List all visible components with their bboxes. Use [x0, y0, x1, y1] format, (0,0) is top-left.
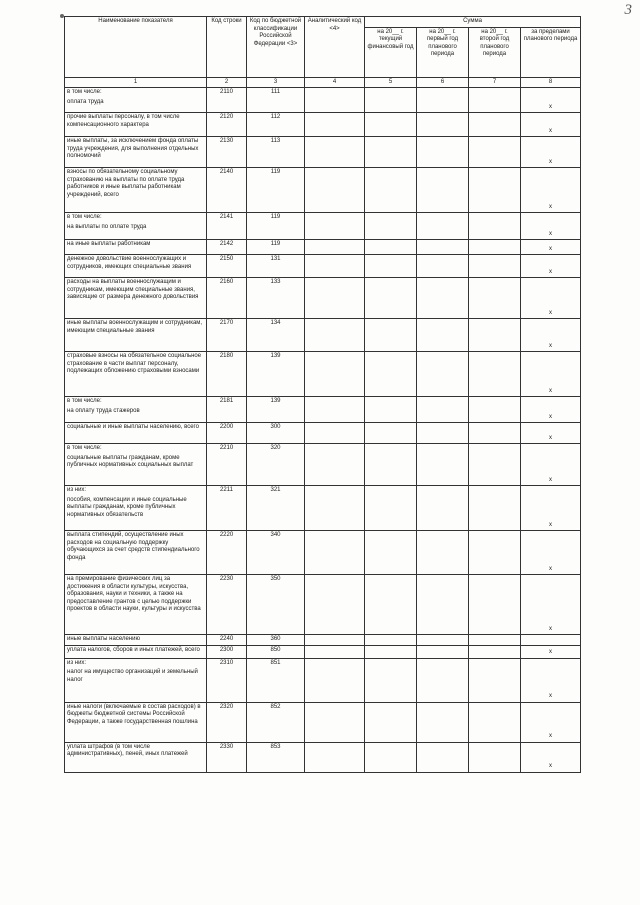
budget-code: 300 — [247, 423, 305, 444]
table-row — [65, 531, 581, 575]
sum-second-plan-year — [469, 278, 521, 319]
header-beyond-plan: за пределами планового периода — [521, 27, 581, 77]
budget-code: 850 — [247, 645, 305, 658]
budget-code: 853 — [247, 742, 305, 772]
table-body — [65, 88, 581, 773]
analytic-code — [305, 486, 365, 531]
indicator-name-line: уплата налогов, сборов и иных платежей, всего — [67, 646, 200, 653]
sum-second-plan-year — [469, 319, 521, 352]
sum-second-plan-year — [469, 168, 521, 213]
sum-current-year — [365, 742, 417, 772]
column-index-5: 5 — [365, 77, 417, 88]
sum-second-plan-year — [469, 702, 521, 742]
sum-beyond-plan: x — [521, 278, 581, 319]
column-index-6: 6 — [417, 77, 469, 88]
analytic-code — [305, 702, 365, 742]
indicator-name-line: на оплату труда стажеров — [67, 407, 140, 414]
sum-first-plan-year — [417, 88, 469, 113]
indicator-name — [65, 575, 207, 635]
indicator-name-line: на иные выплаты работникам — [67, 241, 151, 247]
table-row — [65, 702, 581, 742]
table-row — [65, 137, 581, 168]
indicator-name-line: иные выплаты военнослужащим и сотрудникам, имеющим специальные звания — [67, 320, 203, 334]
indicator-name-line: в том числе: — [67, 214, 102, 220]
budget-code: 119 — [247, 168, 305, 213]
table-row — [65, 88, 581, 113]
sum-beyond-plan: x — [521, 702, 581, 742]
sum-current-year — [365, 278, 417, 319]
budget-code: 112 — [247, 113, 305, 137]
line-code: 2130 — [207, 137, 247, 168]
table-row — [65, 319, 581, 352]
sum-first-plan-year — [417, 168, 469, 213]
line-code: 2211 — [207, 486, 247, 531]
indicator-name-line: иные выплаты, за исключением фонда оплаты труда учреждения, для выполнения отдельных полномочий — [67, 138, 199, 159]
analytic-code — [305, 255, 365, 278]
line-code: 2330 — [207, 742, 247, 772]
line-code: 2310 — [207, 658, 247, 702]
sum-first-plan-year — [417, 575, 469, 635]
table-row — [65, 397, 581, 423]
column-index-3: 3 — [247, 77, 305, 88]
indicator-name — [65, 168, 207, 213]
header-line-code: Код строки — [207, 17, 247, 78]
indicator-name — [65, 213, 207, 240]
page-number: 3 — [624, 2, 632, 18]
sum-second-plan-year — [469, 486, 521, 531]
line-code: 2120 — [207, 113, 247, 137]
budget-code: 119 — [247, 213, 305, 240]
sum-second-plan-year — [469, 240, 521, 255]
sum-second-plan-year — [469, 635, 521, 646]
column-index-8: 8 — [521, 77, 581, 88]
indicator-name — [65, 658, 207, 702]
table-row — [65, 635, 581, 646]
budget-code: 139 — [247, 397, 305, 423]
sum-second-plan-year — [469, 255, 521, 278]
indicator-name — [65, 240, 207, 255]
analytic-code — [305, 645, 365, 658]
sum-first-plan-year — [417, 319, 469, 352]
analytic-code — [305, 742, 365, 772]
sum-first-plan-year — [417, 255, 469, 278]
sum-beyond-plan: x — [521, 423, 581, 444]
indicator-name-line: иные выплаты населению — [67, 636, 140, 642]
indicator-name-line: в том числе: — [67, 398, 102, 404]
table-row — [65, 575, 581, 635]
column-index-row — [65, 77, 581, 88]
indicator-name — [65, 423, 207, 444]
sum-beyond-plan: x — [521, 486, 581, 531]
sum-current-year — [365, 213, 417, 240]
sum-second-plan-year — [469, 113, 521, 137]
sum-second-plan-year — [469, 213, 521, 240]
budget-code: 851 — [247, 658, 305, 702]
sum-beyond-plan: x — [521, 240, 581, 255]
sum-first-plan-year — [417, 213, 469, 240]
indicator-name-line: в том числе: — [67, 89, 102, 95]
indicator-name-line: на выплаты по оплате труда — [67, 223, 147, 230]
indicator-name — [65, 352, 207, 397]
table-row — [65, 444, 581, 486]
indicator-name-line: прочие выплаты персоналу, в том числе компенсационного характера — [67, 114, 180, 128]
sum-current-year — [365, 319, 417, 352]
sum-current-year — [365, 702, 417, 742]
sum-first-plan-year — [417, 137, 469, 168]
header-analytic-code: Аналитический код <4> — [305, 17, 365, 78]
analytic-code — [305, 213, 365, 240]
analytic-code — [305, 278, 365, 319]
line-code: 2181 — [207, 397, 247, 423]
analytic-code — [305, 240, 365, 255]
sum-first-plan-year — [417, 531, 469, 575]
header-sum: Сумма — [365, 17, 581, 28]
budget-code: 852 — [247, 702, 305, 742]
table-row — [65, 255, 581, 278]
budget-code: 320 — [247, 444, 305, 486]
sum-second-plan-year — [469, 645, 521, 658]
indicator-name — [65, 278, 207, 319]
table-row — [65, 742, 581, 772]
line-code: 2170 — [207, 319, 247, 352]
analytic-code — [305, 444, 365, 486]
sum-beyond-plan: x — [521, 137, 581, 168]
sum-current-year — [365, 486, 417, 531]
line-code: 2160 — [207, 278, 247, 319]
line-code: 2140 — [207, 168, 247, 213]
analytic-code — [305, 658, 365, 702]
sum-current-year — [365, 531, 417, 575]
indicator-name — [65, 113, 207, 137]
analytic-code — [305, 113, 365, 137]
analytic-code — [305, 168, 365, 213]
sum-beyond-plan: x — [521, 397, 581, 423]
header-second-plan-year: на 20__ г. второй год планового периода — [469, 27, 521, 77]
indicator-name-line: иные налоги (включаемые в состав расходов) в бюджеты бюджетной системы Российской Федерации, а также государственная пошлина — [67, 703, 201, 725]
indicator-name — [65, 531, 207, 575]
sum-beyond-plan: x — [521, 444, 581, 486]
sum-first-plan-year — [417, 423, 469, 444]
column-index-1: 1 — [65, 77, 207, 88]
sum-current-year — [365, 168, 417, 213]
analytic-code — [305, 137, 365, 168]
indicator-name-line: выплата стипендий, осуществление иных расходов на социальную поддержку обучающихся за счет средств стипендиального фонда — [67, 532, 200, 561]
table-row — [65, 423, 581, 444]
sum-current-year — [365, 444, 417, 486]
indicator-name — [65, 635, 207, 646]
sum-beyond-plan: x — [521, 352, 581, 397]
analytic-code — [305, 575, 365, 635]
indicator-name-line: социальные выплаты гражданам, кроме публичных нормативных социальных выплат — [67, 454, 194, 468]
sum-first-plan-year — [417, 702, 469, 742]
sum-current-year — [365, 352, 417, 397]
analytic-code — [305, 635, 365, 646]
table-row — [65, 240, 581, 255]
budget-code: 119 — [247, 240, 305, 255]
sum-first-plan-year — [417, 486, 469, 531]
sum-second-plan-year — [469, 397, 521, 423]
analytic-code — [305, 352, 365, 397]
indicator-name — [65, 645, 207, 658]
sum-beyond-plan: x — [521, 88, 581, 113]
header-name: Наименование показателя — [65, 17, 207, 78]
table-row — [65, 278, 581, 319]
budget-code: 321 — [247, 486, 305, 531]
sum-first-plan-year — [417, 635, 469, 646]
analytic-code — [305, 531, 365, 575]
sum-beyond-plan: x — [521, 742, 581, 772]
indicator-name-line: из них: — [67, 659, 87, 666]
indicator-name — [65, 742, 207, 772]
sum-beyond-plan: x — [521, 213, 581, 240]
table-row — [65, 486, 581, 531]
sum-beyond-plan: x — [521, 658, 581, 702]
sum-second-plan-year — [469, 575, 521, 635]
sum-first-plan-year — [417, 658, 469, 702]
indicator-name-line: денежное довольствие военнослужащих и сотрудников, имеющих специальные звания — [67, 256, 192, 270]
indicator-name — [65, 702, 207, 742]
sum-beyond-plan: x — [521, 645, 581, 658]
header-budget-code: Код по бюджетной классификации Российской Федерации <3> — [247, 17, 305, 78]
budget-code: 340 — [247, 531, 305, 575]
indicator-name — [65, 444, 207, 486]
sum-second-plan-year — [469, 423, 521, 444]
sum-first-plan-year — [417, 397, 469, 423]
column-index-7: 7 — [469, 77, 521, 88]
column-index-2: 2 — [207, 77, 247, 88]
sum-current-year — [365, 397, 417, 423]
indicator-name-line: взносы по обязательному социальному страхованию на выплаты по оплате труда работников и иные выплаты работникам учреждений, всего — [67, 169, 185, 198]
sum-first-plan-year — [417, 742, 469, 772]
indicator-name-line: в том числе: — [67, 445, 102, 451]
indicator-name-line: оплата труда — [67, 98, 104, 105]
indicator-name — [65, 255, 207, 278]
budget-code: 131 — [247, 255, 305, 278]
sum-current-year — [365, 658, 417, 702]
analytic-code — [305, 397, 365, 423]
indicator-name — [65, 397, 207, 423]
sum-first-plan-year — [417, 444, 469, 486]
line-code: 2320 — [207, 702, 247, 742]
line-code: 2240 — [207, 635, 247, 646]
sum-beyond-plan: x — [521, 531, 581, 575]
sum-current-year — [365, 88, 417, 113]
budget-code: 134 — [247, 319, 305, 352]
sum-beyond-plan: x — [521, 319, 581, 352]
line-code: 2180 — [207, 352, 247, 397]
line-code: 2300 — [207, 645, 247, 658]
sum-second-plan-year — [469, 137, 521, 168]
sum-current-year — [365, 240, 417, 255]
line-code: 2230 — [207, 575, 247, 635]
sum-beyond-plan — [521, 635, 581, 646]
column-index-4: 4 — [305, 77, 365, 88]
line-code: 2200 — [207, 423, 247, 444]
expense-table — [64, 16, 581, 773]
sum-second-plan-year — [469, 531, 521, 575]
budget-code: 113 — [247, 137, 305, 168]
table-row — [65, 213, 581, 240]
sum-second-plan-year — [469, 88, 521, 113]
budget-code: 350 — [247, 575, 305, 635]
table-row — [65, 168, 581, 213]
indicator-name-line: расходы на выплаты военнослужащим и сотрудникам, имеющим специальные звания, зависящие от размера денежного довольствия — [67, 279, 199, 300]
sum-current-year — [365, 575, 417, 635]
sum-beyond-plan: x — [521, 113, 581, 137]
indicator-name-line: страховые взносы на обязательное социальное страхование в части выплат персоналу, подлежащих обложению страховыми взносами — [67, 353, 202, 374]
line-code: 2141 — [207, 213, 247, 240]
table-row — [65, 113, 581, 137]
indicator-name-line: социальные и иные выплаты населению, всего — [67, 424, 199, 430]
line-code: 2110 — [207, 88, 247, 113]
sum-second-plan-year — [469, 742, 521, 772]
header-first-plan-year: на 20__ г. первый год планового периода — [417, 27, 469, 77]
sum-beyond-plan: x — [521, 168, 581, 213]
sum-first-plan-year — [417, 113, 469, 137]
sum-first-plan-year — [417, 645, 469, 658]
indicator-name-line: из них: — [67, 487, 87, 493]
line-code: 2220 — [207, 531, 247, 575]
budget-code: 360 — [247, 635, 305, 646]
sum-second-plan-year — [469, 352, 521, 397]
indicator-name — [65, 137, 207, 168]
line-code: 2210 — [207, 444, 247, 486]
indicator-name-line: налог на имущество организаций и земельный налог — [67, 669, 198, 683]
sum-current-year — [365, 113, 417, 137]
indicator-name — [65, 486, 207, 531]
sum-first-plan-year — [417, 352, 469, 397]
indicator-name — [65, 88, 207, 113]
sum-first-plan-year — [417, 240, 469, 255]
budget-code: 111 — [247, 88, 305, 113]
indicator-name — [65, 319, 207, 352]
budget-code: 139 — [247, 352, 305, 397]
analytic-code — [305, 88, 365, 113]
indicator-name-line: на премирование физических лиц за достижения в области культуры, искусства, образования, науки и техники, а также на предоставление грантов с целью поддержки проектов в области науки, культуры и искусства — [67, 576, 201, 612]
sum-current-year — [365, 645, 417, 658]
sum-first-plan-year — [417, 278, 469, 319]
sum-beyond-plan: x — [521, 255, 581, 278]
indicator-name-line: уплата штрафов (в том числе административных), пеней, иных платежей — [67, 743, 188, 757]
budget-code: 133 — [247, 278, 305, 319]
line-code: 2150 — [207, 255, 247, 278]
sum-current-year — [365, 423, 417, 444]
analytic-code — [305, 319, 365, 352]
sum-second-plan-year — [469, 444, 521, 486]
header-current-year: на 20__ г. текущий финансовый год — [365, 27, 417, 77]
sum-beyond-plan: x — [521, 575, 581, 635]
table-row — [65, 658, 581, 702]
table-row — [65, 645, 581, 658]
line-code: 2142 — [207, 240, 247, 255]
sum-current-year — [365, 635, 417, 646]
analytic-code — [305, 423, 365, 444]
table-row — [65, 352, 581, 397]
indicator-name-line: пособия, компенсации и иные социальные выплаты гражданам, кроме публичных нормативных обязательств — [67, 496, 187, 518]
sum-second-plan-year — [469, 658, 521, 702]
sum-current-year — [365, 137, 417, 168]
sum-current-year — [365, 255, 417, 278]
